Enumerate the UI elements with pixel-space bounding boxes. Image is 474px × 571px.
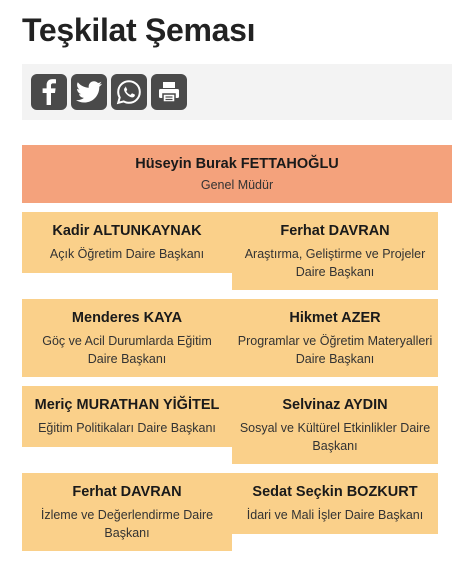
org-unit-name: Meriç MURATHAN YİĞİTEL: [34, 397, 220, 413]
org-unit-role: İdari ve Mali İşler Daire Başkanı: [246, 508, 424, 522]
org-unit-role: İzleme ve Değerlendirme Daire Başkanı: [40, 507, 214, 540]
org-unit-role: Eğitim Politikaları Daire Başkanı: [38, 421, 216, 435]
org-unit-name: Menderes KAYA: [71, 309, 183, 326]
org-unit-box: [22, 386, 232, 447]
org-unit-box: [232, 473, 438, 534]
print-button[interactable]: [151, 74, 187, 110]
facebook-share-button[interactable]: [31, 74, 67, 110]
org-unit-box: [22, 299, 232, 377]
org-unit-role: Araştırma, Geliştirme ve Projeler Daire Başkanı: [244, 246, 426, 279]
org-unit-name: Selvinaz AYDIN: [282, 396, 388, 413]
org-unit-role: Göç ve Acil Durumlarda Eğitim Daire Başkanı: [42, 333, 212, 366]
org-unit-name: Sedat Seçkin BOZKURT: [252, 484, 418, 500]
org-unit-box: [232, 386, 438, 464]
org-unit-box: [232, 212, 438, 290]
org-unit-name: Hikmet AZER: [289, 309, 381, 326]
org-unit-role: Sosyal ve Kültürel Etkinlikler Daire Başkanı: [239, 420, 431, 453]
org-unit-box: [22, 212, 232, 273]
org-head-role: Genel Müdür: [200, 177, 274, 192]
org-unit-role: Açık Öğretim Daire Başkanı: [49, 247, 205, 261]
org-unit-role: Programlar ve Öğretim Materyalleri Daire Başkanı: [237, 333, 433, 366]
page-title: Teşkilat Şeması: [22, 12, 256, 48]
share-bar: [22, 64, 452, 120]
org-head-name: Hüseyin Burak FETTAHOĞLU: [135, 155, 339, 172]
org-unit-box: [22, 473, 232, 551]
org-unit-name: Ferhat DAVRAN: [72, 483, 182, 500]
print-icon: [157, 80, 181, 104]
whatsapp-icon: [116, 79, 142, 105]
whatsapp-share-button[interactable]: [111, 74, 147, 110]
org-unit-name: Ferhat DAVRAN: [280, 222, 390, 239]
org-head-box: [22, 145, 452, 203]
org-unit-name: Kadir ALTUNKAYNAK: [52, 223, 202, 239]
facebook-icon: [38, 79, 60, 105]
twitter-share-button[interactable]: [71, 74, 107, 110]
org-unit-box: [232, 299, 438, 377]
twitter-icon: [76, 81, 102, 103]
